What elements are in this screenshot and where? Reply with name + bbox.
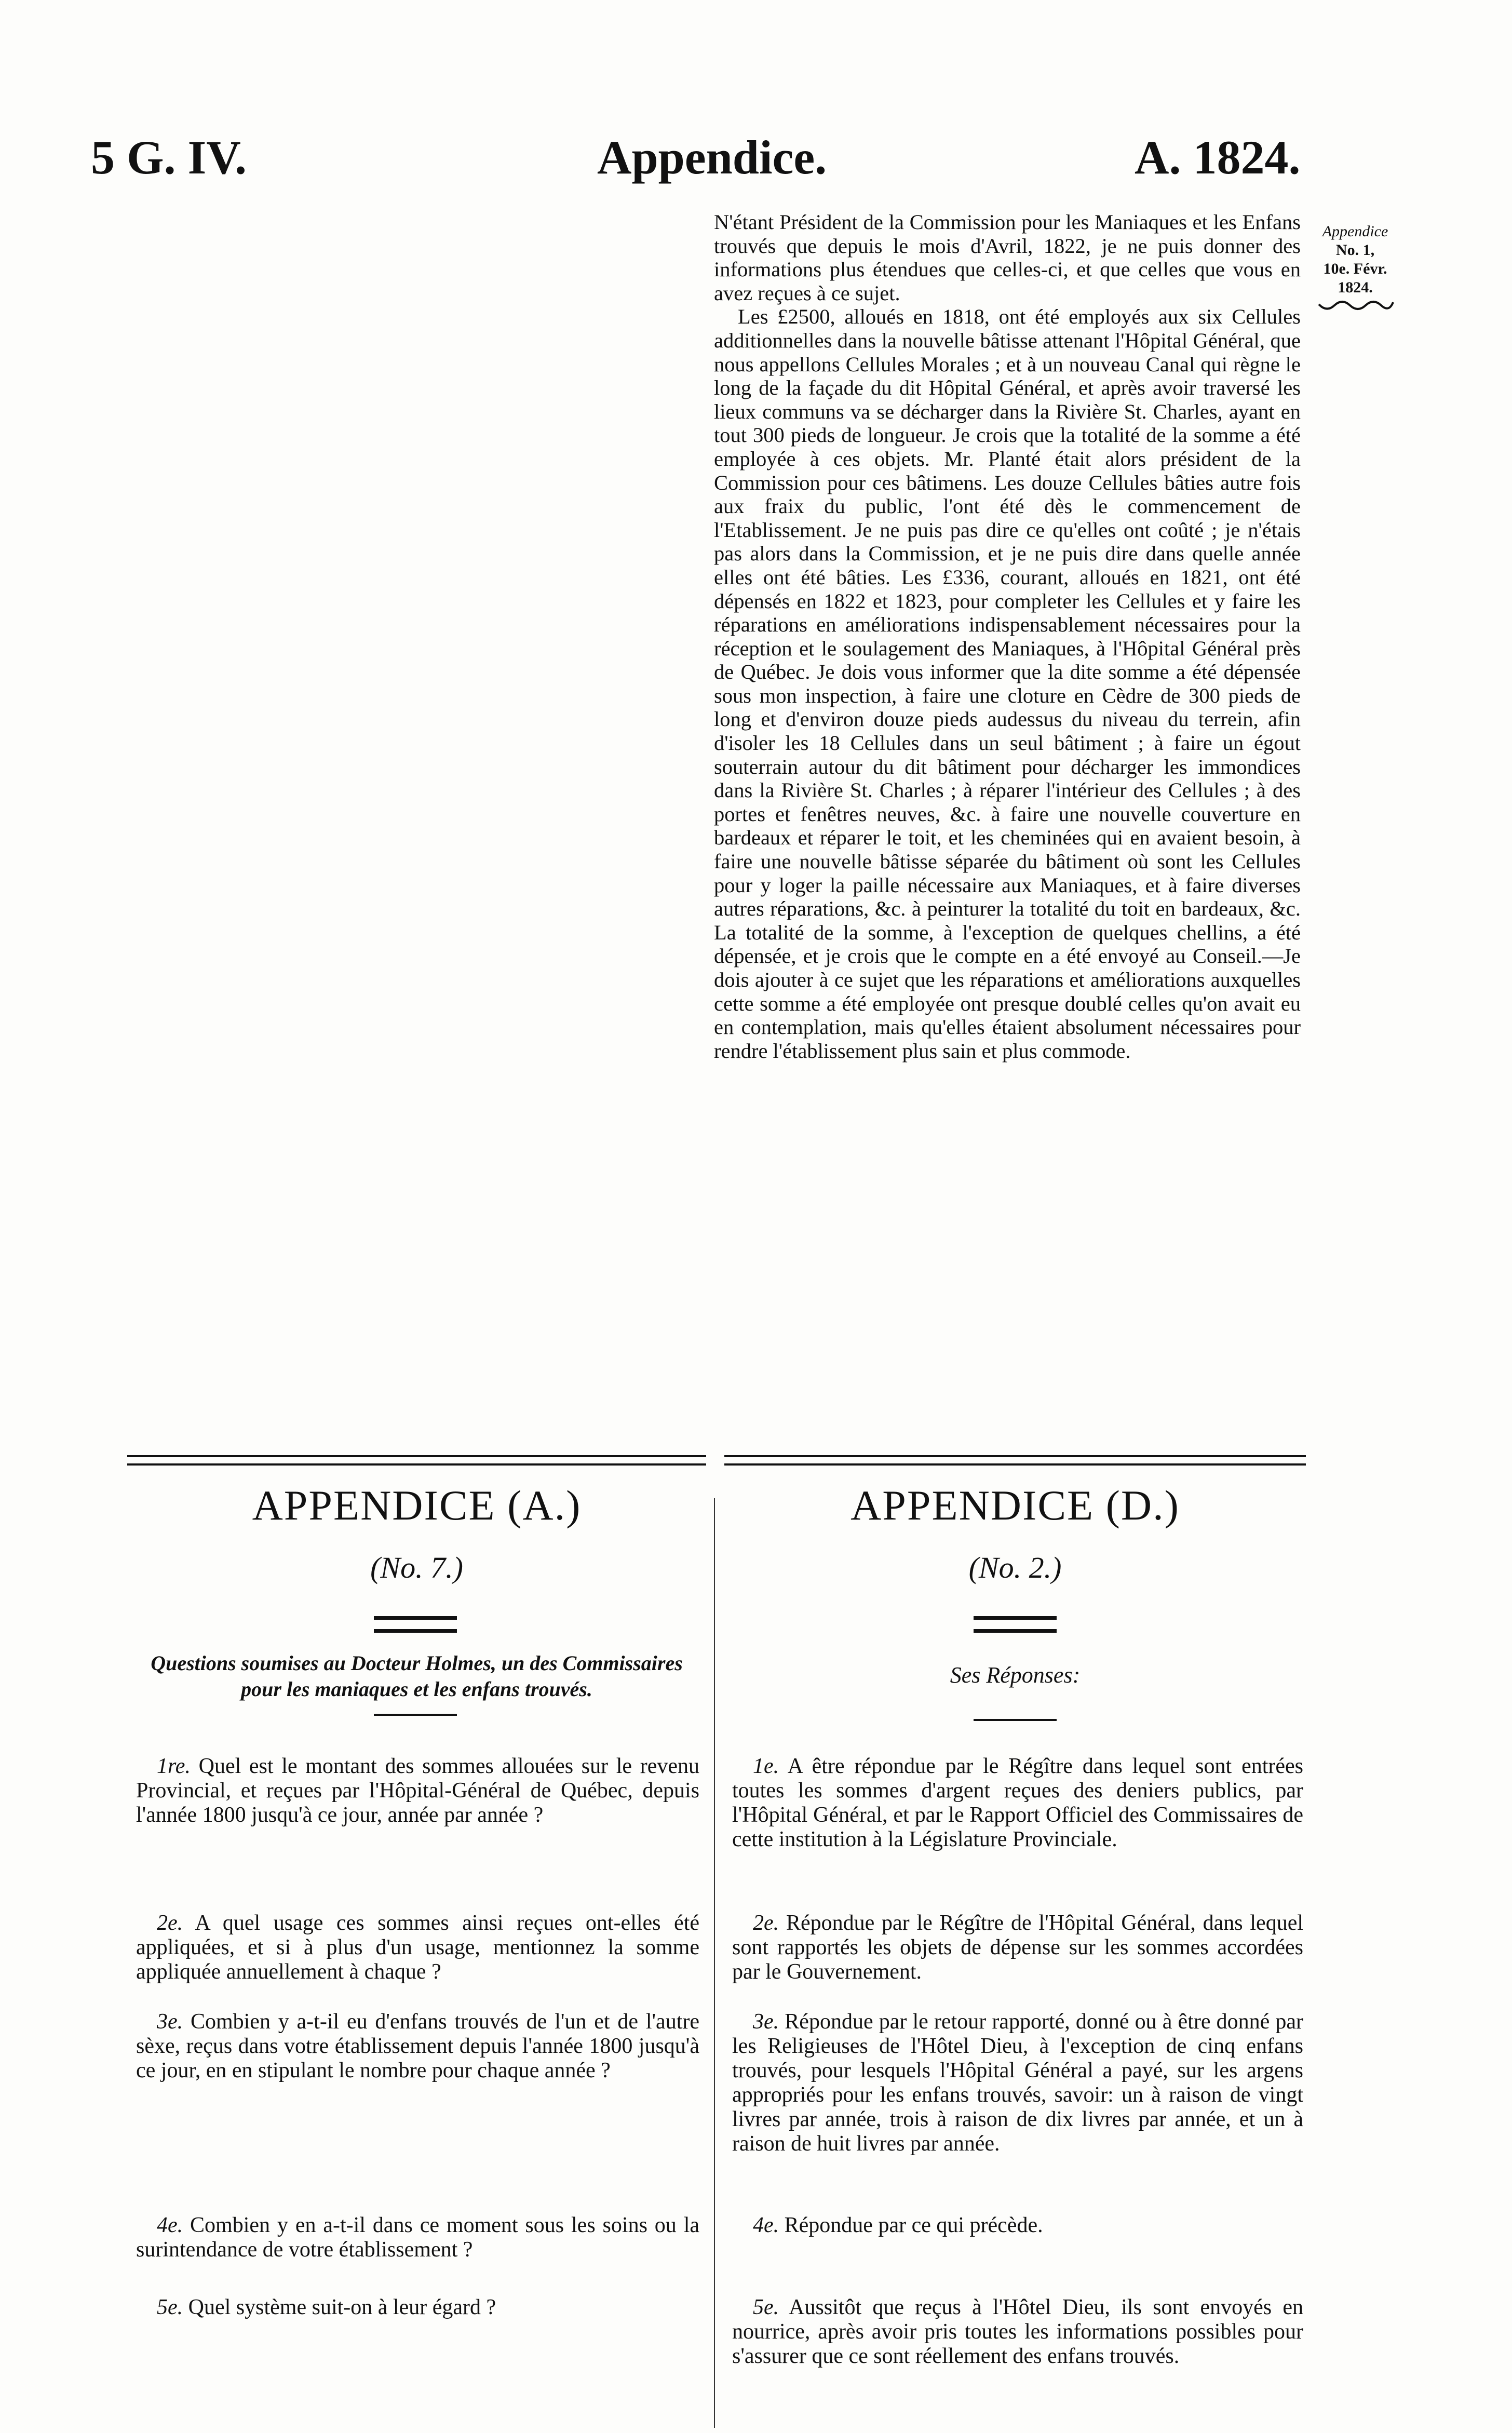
question-3: 3e. Combien y a-t-il eu d'enfans trouvés de l'un et de l'autre sèxe, reçus dans votre établissement depuis l'année 1800 jusqu'à ce jour, en en stipulant le nombre pour chaque année ? <box>136 2010 699 2082</box>
header-year: A. 1824. <box>1135 131 1301 184</box>
margin-note-line: 1824. <box>1338 279 1373 296</box>
answer-1: 1e. A être répondue par le Régître dans lequel sont entrées toutes les sommes d'argent reçues des deniers publics, par l'Hôpital Général, et par le Rapport Officiel des Commissaires de cette institution à la Législature Provinciale. <box>732 1754 1304 1851</box>
appendix-title-a: APPENDICE (A.) <box>252 1482 582 1529</box>
margin-note-line: 10e. Févr. <box>1323 260 1387 277</box>
ornament-bar <box>374 1616 457 1633</box>
margin-note <box>1311 222 1399 314</box>
answer-5: 5e. Aussitôt que reçus à l'Hôtel Dieu, ils sont envoyés en nourrice, après avoir pris toutes les informations possibles pour s'assurer que ce sont réellement des enfans trouvés. <box>732 2295 1303 2368</box>
appendix-number-a: (No. 7.) <box>370 1551 463 1584</box>
questions-heading: Questions soumises au Docteur Holmes, un des Commissaires pour les maniaques et les enfans trouvés. <box>151 1651 683 1701</box>
question-1: 1re. Quel est le montant des sommes allouées sur le revenu Provincial, et reçues par l'Hôpital-Général de Québec, depuis l'année 1800 jusqu'à ce jour, année par année ? <box>136 1754 700 1827</box>
letter-paragraph-2: Les £2500, alloués en 1818, ont été employés aux six Cellules additionnelles dans la nouvelle bâtisse attenant l'Hôpital Général, que nous appellons Cellules Morales ; et à un nouveau Canal qui règne le long de la façade du dit Hôpital Général, et après avoir traversé les lieux communs va se décharger dans la Rivière St. Charles, ayant en tout 300 pieds de longueur. Je crois que la totalité de la somme a été employée à ces objets. Mr. Planté était alors président de la Commission pour ces bâtimens. Les douze Cellules bâties autre fois aux fraix du public, l'ont été dès le commencement de l'Etablissement. Je ne puis pas dire ce qu'elles ont coûté ; je n'étais pas alors dans la Commission, et je ne puis dire dans quelle année elles ont été bâties. Les £336, courant, alloués en 1821, ont été dépensés en 1822 et 1823, pour completer les Cellules et y faire les réparations en améliorations indispensablement nécessaires pour la réception et le soulagement des Maniaques, à l'Hôpital Général près de Québec. Je dois vous informer que la dite somme a été dépensée sous mon inspection, à faire une cloture en Cèdre de 300 pieds de long et d'environ douze pieds audessus du niveau du terrein, afin d'isoler les 18 Cellules dans un seul bâtiment ; à faire un égout souterrain autour du dit bâtiment pour décharger les immondices dans la Rivière St. Charles ; à réparer l'intérieur des Cellules ; à des portes et fenêtres neuves, &c. à faire une nouvelle couverture en bardeaux et réparer le toit, et les cheminées qui en avaient besoin, à faire une nouvelle bâtisse séparée du bâtiment où sont les Cellules pour y loger la paille nécessaire aux Maniaques, et à faire diverses autres réparations, &c. à peinturer la totalité du toit en bardeaux, &c. La totalité de la somme, à l'exception de quelques chellins, a été dépensée, et je crois que le compte en a été envoyé au Conseil.—Je dois ajouter à ce sujet que les réparations et améliorations auxquelles cette somme a été employée ont presque doublé celles qu'on avait eu en contemplation, mais qu'elles étaient absolument nécessaires pour rendre l'établissement plus sain et plus commode. <box>714 305 1301 1063</box>
ornament-bar <box>974 1616 1057 1633</box>
appendix-title-d: APPENDICE (D.) <box>851 1482 1180 1529</box>
column-divider <box>714 1498 715 2428</box>
short-rule <box>374 1714 457 1716</box>
section-divider <box>127 1455 706 1466</box>
margin-note-line: No. 1, <box>1335 241 1375 259</box>
answer-4: 4e. Répondue par ce qui précède. <box>753 2213 1043 2237</box>
question-2: 2e. A quel usage ces sommes ainsi reçues ont-elles été appliquées, et si à plus d'un usage, mentionnez la somme appliquée annuellement à chaque ? <box>136 1911 699 1984</box>
answers-heading: Ses Réponses: <box>950 1662 1081 1688</box>
letter-text <box>714 210 1301 1063</box>
section-divider <box>724 1455 1306 1466</box>
header-title: Appendice. <box>597 131 827 184</box>
answer-2: 2e. Répondue par le Régître de l'Hôpital Général, dans lequel sont rapportés les objets de dépense sur les sommes accordées par le Gouvernement. <box>732 1911 1304 1984</box>
flourish-icon <box>1316 298 1394 314</box>
short-rule <box>974 1719 1057 1721</box>
answer-3: 3e. Répondue par le retour rapporté, donné ou à être donné par les Religieuses de l'Hôtel Dieu, à l'exception de cinq enfans trouvés, pour lesquels l'Hôpital Général a payé, sur les argens appropriés pour les enfans trouvés, savoir: un à raison de vingt livres par année, trois à raison de dix livres par année, et un à raison de huit livres par année. <box>732 2010 1304 2156</box>
appendix-number-d: (No. 2.) <box>968 1551 1062 1584</box>
question-4: 4e. Combien y en a-t-il dans ce moment sous les soins ou la surintendance de votre établissement ? <box>136 2213 700 2262</box>
margin-note-line: Appendice <box>1322 223 1388 240</box>
letter-paragraph-1: N'étant Président de la Commission pour les Maniaques et les Enfans trouvés que depuis le mois d'Avril, 1822, je ne puis donner des informations plus étendues que celles-ci, et que celles que vous en avez reçues à ce sujet. <box>714 210 1301 305</box>
question-5: 5e. Quel système suit-on à leur égard ? <box>157 2295 496 2319</box>
header-session: 5 G. IV. <box>91 131 247 184</box>
